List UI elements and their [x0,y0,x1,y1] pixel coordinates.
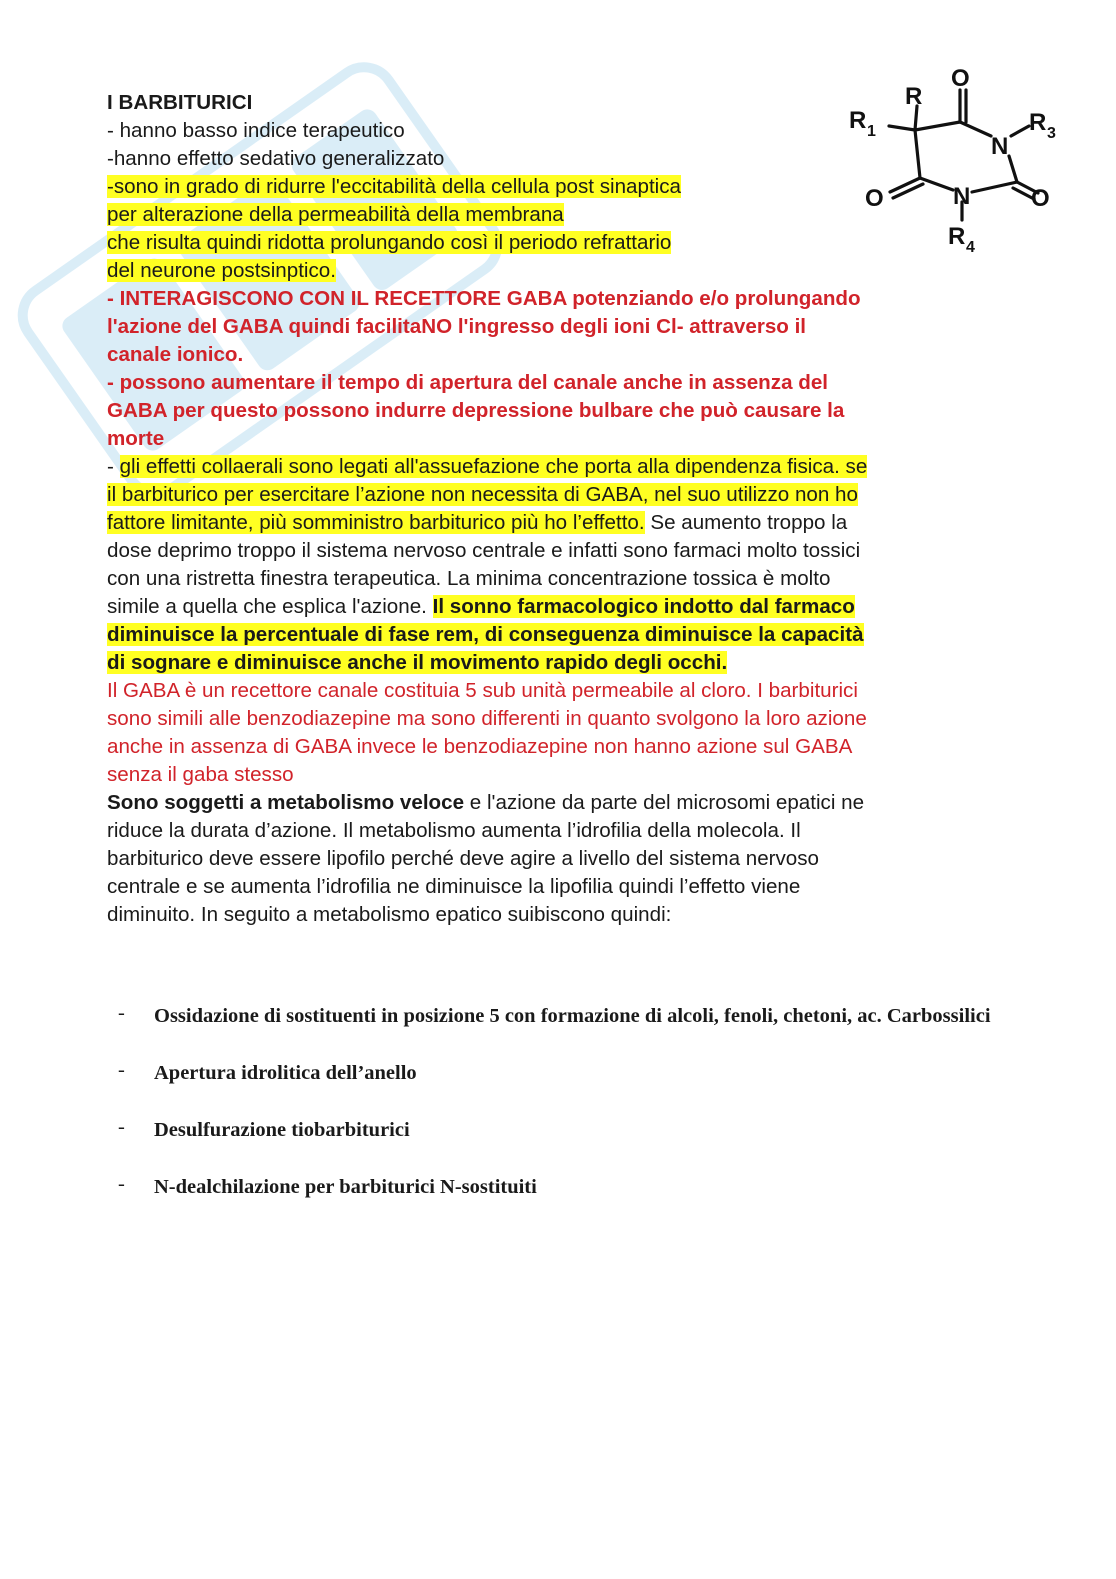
atom-n-bottom: N [953,183,971,210]
text-line [107,425,1007,453]
text-line [107,481,1007,509]
text-line [107,705,1007,733]
text-line [107,845,1007,873]
list-bullet: - [118,1173,125,1195]
atom-r1: R [849,107,867,134]
text-line [107,789,1007,817]
text-segment: centrale e se aumenta l’idrofilia ne diminuisce la lipofilia quindi l’effetto viene [107,875,801,898]
list-bullet: - [118,1116,125,1138]
list-item [118,1116,1018,1145]
highlighted-text: fattore limitante, più somministro barbiturico più ho l’effetto. [107,511,645,534]
text-line [107,677,1007,705]
bond-n3-r3 [1011,126,1029,136]
text-segment: dose deprimo troppo il sistema nervoso centrale e infatti sono farmaci molto tossici [107,539,861,562]
text-line [107,621,1007,649]
atom-o-left: O [865,185,884,212]
list-item [118,1002,1018,1031]
text-line [107,733,1007,761]
text-segment: Sono soggetti a metabolismo veloce [107,791,465,814]
text-segment: - hanno basso indice terapeutico [107,119,405,142]
bond-n3-c2 [1009,156,1017,182]
highlighted-text: diminuisce la percentuale di fase rem, di conseguenza diminuisce la capacità [107,623,864,646]
text-line [107,453,1007,481]
text-line [107,341,1007,369]
text-line [107,509,1007,537]
list-bullet: - [118,1059,125,1081]
red-text: GABA per questo possono indurre depressione bulbare che può causare la [107,399,845,422]
text-segment: riduce la durata d’azione. Il metabolismo aumenta l’idrofilia della molecola. Il [107,819,801,842]
bond-c6-c5 [915,130,920,178]
text-line [107,817,1007,845]
red-text: Il GABA è un recettore canale costituia 5 sub unità permeabile al cloro. I barbiturici [107,679,858,702]
list-item [118,1173,1018,1202]
barbiturate-structure-diagram [845,60,1075,260]
atom-r4-subscript: 4 [966,239,975,256]
text-line [107,593,1007,621]
text-line [107,313,1007,341]
highlighted-text: per alterazione della permeabilità della membrana [107,203,564,226]
red-text: - possono aumentare il tempo di apertura del canale anche in assenza del [107,371,828,394]
text-line [107,761,1007,789]
text-line [107,901,1007,929]
text-segment: barbiturico deve essere lipofilo perché deve agire a livello del sistema nervoso [107,847,820,870]
text-segment: e l'azione da parte del microsomi epatici ne [464,791,865,814]
text-line [107,649,1007,677]
red-text: - INTERAGISCONO CON IL RECETTORE GABA potenziando e/o prolungando [107,287,861,310]
atom-r: R [905,83,923,110]
highlighted-text: Il sonno farmacologico indotto dal farmaco [432,595,855,618]
red-text: senza il gaba stesso [107,763,294,786]
list-item-text: Ossidazione di sostituenti in posizione 5 con formazione di alcoli, fenoli, chetoni, ac. Carbossilici [154,1005,991,1027]
text-line [107,257,1007,285]
highlighted-text: gli effetti collaerali sono legati all'assuefazione che porta alla dipendenza fisica. se [119,455,868,478]
atom-r3: R [1029,109,1047,136]
red-text: anche in assenza di GABA invece le benzodiazepine non hanno azione sul GABA [107,735,853,758]
text-segment: con una ristretta finestra terapeutica. La minima concentrazione tossica è molto [107,567,831,590]
atom-o-right: O [1031,185,1050,212]
list-bullet: - [118,1002,125,1024]
document-title: I BARBITURICI [107,91,253,114]
highlighted-text: di sognare e diminuisce anche il movimento rapido degli occhi. [107,651,728,674]
bond-n1-c6 [920,178,953,190]
atom-o-top: O [951,65,970,92]
bond-c5-r1 [889,126,915,130]
text-line [107,369,1007,397]
list-item-text: Apertura idrolitica dell’anello [154,1062,417,1084]
text-line [107,565,1007,593]
text-segment: simile a quella che esplica l'azione. [107,595,433,618]
bond-c4-n3 [960,122,991,136]
text-segment: diminuito. In seguito a metabolismo epatico suibiscono quindi: [107,903,672,926]
red-text: morte [107,427,165,450]
text-line [107,537,1007,565]
list-item-text: N-dealchilazione per barbiturici N-sostituiti [154,1176,537,1198]
text-segment: -hanno effetto sedativo generalizzato [107,147,445,170]
atom-r4: R [948,223,966,250]
text-line [107,873,1007,901]
text-line [107,285,1007,313]
text-segment: - [107,455,120,478]
red-text: l'azione del GABA quindi facilitaNO l'ingresso degli ioni Cl- attraverso il [107,315,807,338]
highlighted-text: il barbiturico per esercitare l’azione non necessita di GABA, nel suo utilizzo non ho [107,483,858,506]
bond-c5-c4 [915,122,960,130]
list-item-text: Desulfurazione tiobarbiturici [154,1119,410,1141]
atom-r1-subscript: 1 [867,123,876,140]
highlighted-text: -sono in grado di ridurre l'eccitabilità della cellula post sinaptica [107,175,682,198]
highlighted-text: del neurone postsinptico. [107,259,336,282]
metabolism-list [118,1002,1018,1230]
text-line [107,397,1007,425]
bond-c2-n1 [972,182,1017,192]
red-text: canale ionico. [107,343,244,366]
atom-n-right: N [991,133,1009,160]
red-text: sono simili alle benzodiazepine ma sono differenti in quanto svolgono la loro azione [107,707,867,730]
highlighted-text: che risulta quindi ridotta prolungando così il periodo refrattario [107,231,672,254]
text-segment: Se aumento troppo la [644,511,848,534]
bond-c6-o-double [893,184,923,198]
list-item [118,1059,1018,1088]
atom-r3-subscript: 3 [1047,125,1056,142]
bond-c6-o [890,178,920,192]
